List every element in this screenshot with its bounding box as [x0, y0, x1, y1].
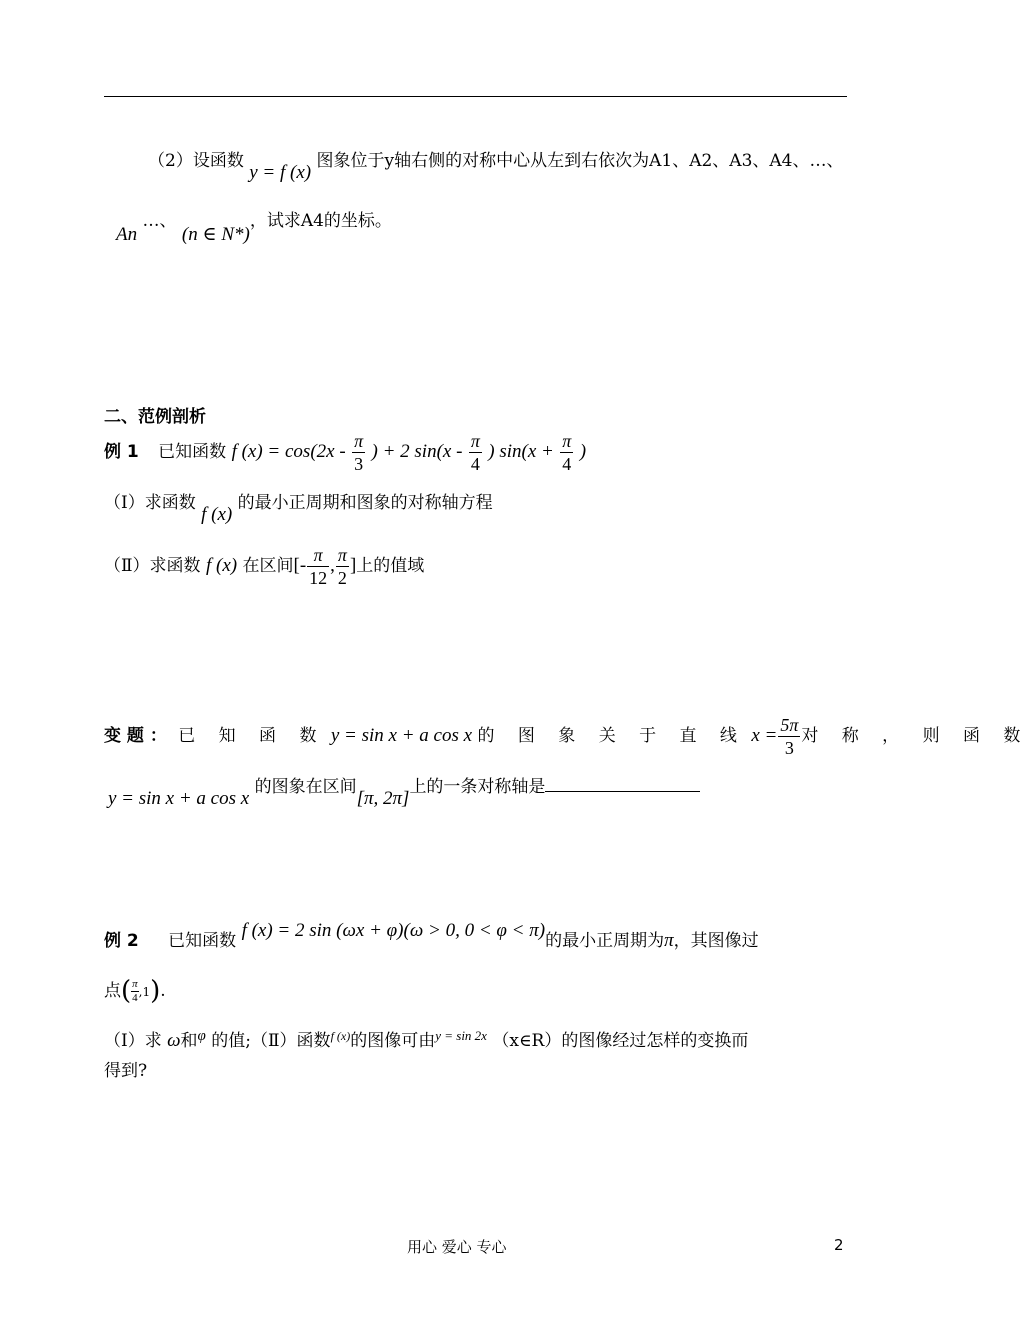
variant-text2: 的 图 象 关 于 直 线: [477, 726, 746, 746]
variant-text4: 的图象在区间: [254, 777, 357, 797]
part2-func: f (x): [205, 555, 238, 576]
section-title: 二、范例剖析: [104, 407, 206, 427]
q2-label: （2）设函数: [148, 151, 244, 171]
point-fraction: $\frac{\pi}{4}$: [132, 978, 138, 1004]
example2-label: 例 2: [104, 931, 139, 951]
q2-dots: …、: [142, 211, 177, 231]
q2-line1: [148, 146, 844, 183]
header-rule: [104, 96, 847, 97]
part2-prefix: （Ⅱ）求函数: [104, 556, 201, 576]
variant-line1: [104, 716, 1029, 757]
fraction-5pi-3: $\frac{5\pi}{3}$: [780, 715, 799, 758]
example2-line3: （Ⅰ）求 ω和φ 的值;（Ⅱ）函数$^{f (x)}$的图像可由$^{y = sin 2x}$ （x∈R）的图像经过怎样的变换而: [104, 1028, 749, 1051]
variant-line2: [108, 772, 700, 809]
example2-part1: （Ⅰ）求: [104, 1031, 162, 1051]
fraction-pi-3: $\frac{\pi}{3}$: [354, 431, 364, 474]
part1-prefix: （Ⅰ）求函数: [104, 493, 196, 513]
variant-text5: 上的一条对称轴是: [409, 777, 546, 797]
q2-text2: ，试求A4的坐标。: [249, 211, 392, 231]
example2-text2: ，其图像过: [673, 931, 759, 951]
variant-formula2: y = sin x + a cos x: [108, 788, 250, 809]
variant-text3: 对 称 ， 则 函 数: [801, 726, 1029, 746]
example1-formula-left: f (x) = cos(2x -: [231, 441, 346, 462]
fraction-pi-4a: $\frac{\pi}{4}$: [470, 431, 480, 474]
example1-label: 例 1: [104, 442, 139, 462]
answer-blank[interactable]: [545, 775, 700, 792]
example1-formula-mid: ) + 2 sin(x -: [371, 441, 463, 462]
example2-text3: 点: [104, 981, 121, 1001]
q2-cond: (n ∈ N*): [181, 224, 250, 245]
omega-symbol: ω: [167, 1030, 181, 1051]
variant-label: 变 题 ：: [104, 726, 167, 746]
fraction-pi-12: $\frac{\pi}{12}$: [309, 545, 328, 588]
variant-interval: [π, 2π]: [356, 788, 410, 809]
example2-text1: 的最小正周期为: [545, 931, 665, 951]
example1-formula-end: ): [579, 441, 587, 462]
example2-line1: [104, 920, 759, 952]
example1-line: [104, 432, 586, 473]
example2-line4: 得到?: [104, 1061, 148, 1081]
phi-symbol: φ: [197, 1028, 206, 1044]
example2-intro: 已知函数: [168, 931, 237, 951]
variant-x-eq: x =: [751, 725, 778, 746]
example2-text4: 的图像可由: [350, 1031, 436, 1051]
part1-text: 的最小正周期和图象的对称轴方程: [237, 493, 493, 513]
part2-text2: 上的值域: [356, 556, 425, 576]
example1-part1: [104, 488, 493, 525]
q2-func: y = f (x): [249, 162, 312, 183]
example2-ysin: y = sin 2x: [435, 1028, 487, 1043]
example1-formula-mid2: ) sin(x +: [488, 441, 554, 462]
fraction-pi-4b: $\frac{\pi}{4}$: [562, 431, 572, 474]
example2-pi: π: [664, 930, 674, 951]
q2-an: An: [116, 224, 138, 245]
example2-domain: （x∈R）的图像经过怎样的变换而: [492, 1031, 749, 1051]
part1-func: f (x): [201, 504, 233, 525]
variant-text1: 已 知 函 数: [178, 726, 326, 746]
example2-line2: 点( $\frac{\pi}{4}$ ,1).: [104, 976, 166, 1006]
example2-formula: f (x) = 2 sin (ωx + φ)(ω > 0, 0 < φ < π): [241, 920, 546, 941]
example2-fx: f (x): [330, 1029, 351, 1043]
part2-text1: 在区间: [242, 556, 294, 576]
example1-part2: （Ⅱ）求函数 f (x) 在区间[- $\frac{\pi}{12}$ , $\frac{\pi}{2}$ ]上的值域: [104, 545, 425, 588]
variant-formula: y = sin x + a cos x: [330, 725, 473, 746]
footer-center: 用心 爱心 专心: [407, 1238, 507, 1256]
q2-seq: A1、A2、A3、A4、…、: [649, 151, 844, 171]
page-number: 2: [834, 1236, 844, 1254]
fraction-pi-2: $\frac{\pi}{2}$: [337, 545, 347, 588]
q2-text1: 图象位于y轴右侧的对称中心从左到右依次为: [316, 151, 650, 171]
example2-part1-end: 的值;（Ⅱ）函数: [211, 1031, 331, 1051]
q2-line2: [116, 206, 392, 245]
example1-intro: 已知函数: [158, 442, 227, 462]
